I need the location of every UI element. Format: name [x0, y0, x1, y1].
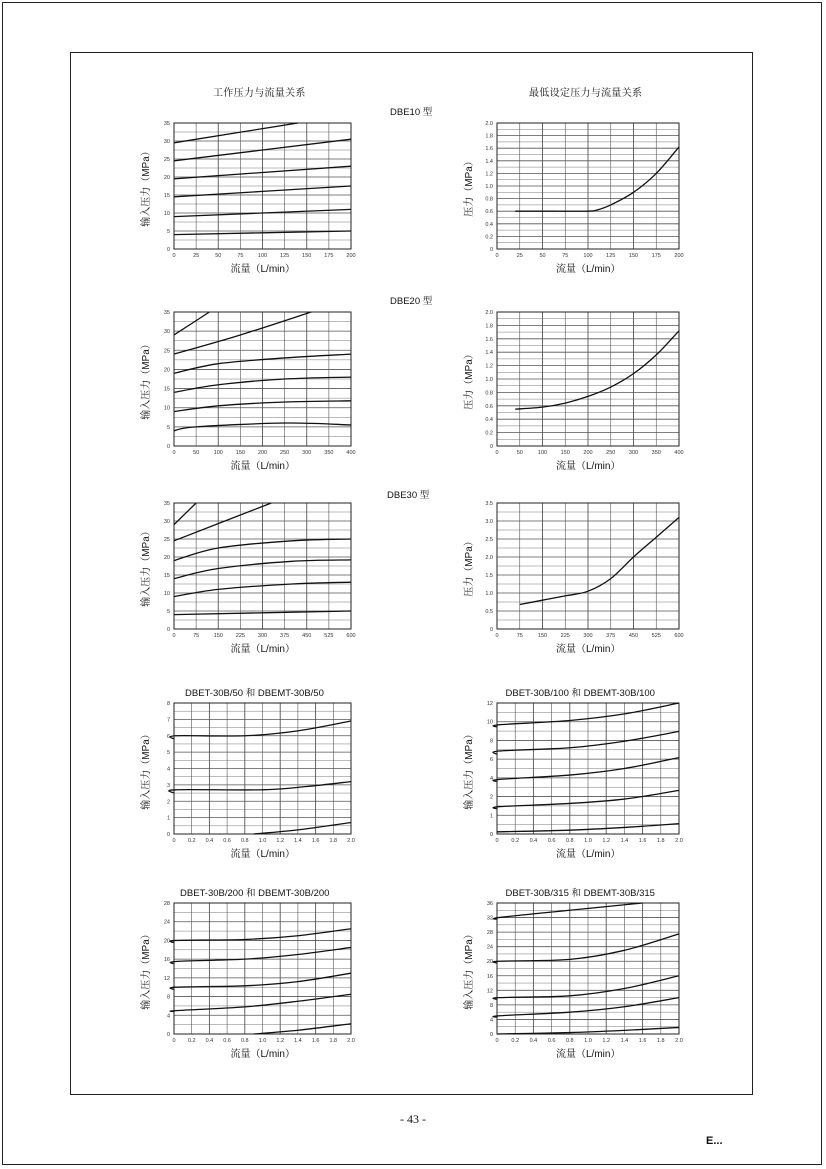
x-tick-label: 1.6: [311, 1038, 320, 1044]
series-line: [493, 934, 679, 963]
chart-title: DBET-30B/100 和 DBEMT-30B/100: [505, 688, 655, 699]
y-tick-label: 6: [489, 757, 493, 764]
x-tick-label: 75: [237, 253, 244, 259]
y-tick-label: 0: [489, 627, 493, 633]
y-tick-label: 25: [163, 537, 170, 543]
x-tick-label: 0: [172, 253, 176, 259]
x-tick-label: 0.6: [223, 1038, 231, 1044]
x-tick-label: 0.4: [205, 1038, 214, 1044]
series-line: [166, 782, 351, 793]
y-tick-label: 1.6: [485, 146, 493, 153]
x-tick-label: 600: [346, 633, 356, 639]
y-axis-label: 压力（MPa）: [463, 349, 475, 410]
x-tick-label: 150: [537, 633, 548, 639]
y-tick-label: 20: [163, 938, 170, 945]
y-axis-label: 输入压力（MPa）: [140, 526, 152, 607]
y-tick-label: 25: [163, 348, 170, 355]
y-tick-label: 0: [489, 444, 493, 450]
y-tick-label: 5: [166, 609, 170, 615]
x-tick-label: 125: [280, 253, 290, 259]
x-tick-label: 1.2: [276, 1038, 285, 1044]
x-axis-label: 流量（L/min）: [556, 644, 621, 655]
series-line: [170, 721, 351, 739]
y-tick-label: 8: [166, 994, 170, 1001]
y-axis-label: 输入压力（MPa）: [140, 146, 152, 227]
x-tick-label: 1.0: [258, 1038, 267, 1044]
x-tick-label: 75: [193, 633, 200, 639]
x-tick-label: 0.4: [529, 1038, 538, 1044]
x-tick-label: 1.4: [294, 1038, 302, 1044]
y-tick-label: 25: [163, 157, 170, 163]
chart-1-right: [485, 310, 684, 456]
series-line: [515, 147, 679, 211]
y-tick-label: 0.2: [485, 234, 493, 241]
y-tick-label: 35: [163, 310, 170, 316]
x-tick-label: 0: [495, 1038, 499, 1044]
y-tick-label: 20: [163, 367, 170, 374]
y-tick-label: 0: [166, 832, 170, 838]
x-tick-label: 150: [213, 633, 223, 639]
x-tick-label: 200: [346, 253, 356, 259]
x-axis-label: 流量（L/min）: [556, 461, 621, 472]
x-tick-label: 0.2: [511, 838, 520, 844]
x-tick-label: 0.2: [187, 838, 196, 844]
x-tick-label: 0.4: [205, 838, 214, 844]
chart-0-left: [163, 121, 356, 259]
x-tick-label: 0.8: [240, 1038, 249, 1044]
y-tick-label: 30: [163, 519, 170, 525]
x-tick-label: 25: [193, 253, 200, 259]
y-tick-label: 7: [166, 717, 170, 724]
y-axis-label: 输入压力（MPa）: [140, 339, 152, 420]
y-axis-label: 压力（MPa）: [463, 156, 475, 217]
y-tick-label: 1.0: [485, 591, 493, 597]
chart-2-right: [485, 501, 684, 639]
x-tick-label: 150: [628, 253, 639, 259]
x-tick-label: 0.2: [187, 1038, 196, 1044]
chart-title: DBET-30B/50 和 DBEMT-30B/50: [185, 688, 324, 699]
x-tick-label: 0: [172, 1038, 176, 1044]
series-line: [493, 998, 679, 1018]
y-tick-label: 1.4: [485, 158, 493, 165]
x-tick-label: 0: [172, 633, 176, 639]
x-tick-label: 200: [583, 450, 593, 456]
x-tick-label: 1.8: [656, 838, 665, 844]
y-tick-label: 6: [166, 733, 170, 740]
x-tick-label: 1.8: [329, 838, 338, 844]
x-tick-label: 525: [324, 633, 334, 639]
y-tick-label: 10: [163, 211, 170, 217]
x-tick-label: 1.4: [620, 1038, 629, 1044]
y-tick-label: 8: [166, 701, 170, 707]
y-tick-label: 24: [163, 919, 170, 926]
y-tick-label: 1.0: [485, 184, 493, 190]
x-axis-label: 流量（L/min）: [230, 849, 295, 860]
x-tick-label: 0: [495, 633, 499, 639]
y-tick-label: 12: [163, 975, 170, 982]
x-tick-label: 25: [516, 253, 523, 259]
x-tick-label: 525: [651, 633, 661, 639]
y-tick-label: 2: [489, 794, 493, 801]
y-tick-label: 1.8: [485, 323, 493, 330]
series-line: [493, 731, 679, 754]
y-tick-label: 2.0: [485, 121, 493, 127]
y-tick-label: 5: [166, 424, 170, 431]
series-line: [493, 976, 679, 1000]
y-tick-label: 28: [163, 901, 170, 907]
x-tick-label: 50: [193, 450, 200, 456]
x-tick-label: 0: [172, 838, 176, 844]
y-tick-label: 1.0: [485, 377, 493, 383]
x-tick-label: 1.0: [258, 838, 267, 844]
x-tick-label: 1.8: [656, 1038, 665, 1044]
x-tick-label: 0.4: [529, 838, 538, 844]
x-tick-label: 75: [516, 633, 523, 639]
y-tick-label: 0: [166, 1032, 170, 1038]
x-tick-label: 75: [562, 253, 569, 259]
y-tick-label: 32: [486, 915, 493, 922]
y-tick-label: 10: [163, 591, 170, 597]
y-tick-label: 12: [486, 988, 493, 995]
x-axis-label: 流量（L/min）: [230, 1049, 295, 1060]
chart-3-left: [166, 701, 355, 844]
y-tick-label: 0.4: [485, 417, 493, 424]
x-tick-label: 150: [302, 253, 312, 259]
y-tick-label: 1: [166, 815, 170, 822]
y-tick-label: 1.2: [485, 171, 493, 178]
right-column-title: 最低设定压力与流量关系: [529, 88, 643, 99]
x-tick-label: 400: [674, 450, 684, 456]
x-tick-label: 375: [606, 633, 616, 639]
x-tick-label: 1.4: [620, 838, 629, 844]
x-tick-label: 100: [537, 450, 548, 456]
y-tick-label: 20: [163, 175, 170, 181]
y-tick-label: 3.0: [485, 519, 493, 525]
x-axis-label: 流量（L/min）: [230, 264, 295, 275]
chart-title: DBET-30B/315 和 DBEMT-30B/315: [505, 888, 655, 899]
x-tick-label: 0.6: [547, 838, 556, 844]
x-tick-label: 1.6: [311, 838, 320, 844]
x-tick-label: 300: [302, 450, 312, 456]
y-tick-label: 35: [163, 501, 170, 507]
y-tick-label: 0: [166, 627, 170, 633]
y-tick-label: 16: [486, 973, 493, 980]
x-tick-label: 200: [257, 450, 268, 456]
x-tick-label: 400: [346, 450, 356, 456]
y-tick-label: 0.5: [485, 609, 493, 615]
y-tick-label: 1.2: [485, 363, 493, 370]
x-tick-label: 1.2: [276, 838, 285, 844]
y-tick-label: 35: [163, 121, 170, 127]
y-tick-label: 1.8: [485, 133, 493, 140]
series-line: [254, 1024, 351, 1034]
x-tick-label: 350: [324, 450, 334, 456]
x-tick-label: 2.0: [675, 1038, 683, 1044]
y-axis-label: 输入压力（MPa）: [463, 928, 475, 1010]
y-tick-label: 0.4: [485, 221, 493, 228]
y-tick-label: 1: [489, 813, 493, 820]
x-tick-label: 50: [516, 450, 523, 456]
x-tick-label: 125: [606, 253, 616, 259]
series-line: [515, 331, 679, 409]
x-tick-label: 1.2: [602, 1038, 611, 1044]
x-tick-label: 350: [651, 450, 661, 456]
y-tick-label: 8: [489, 738, 493, 745]
x-tick-label: 175: [324, 253, 334, 259]
y-tick-label: 8: [489, 1002, 493, 1009]
x-tick-label: 100: [257, 253, 268, 259]
y-tick-label: 24: [486, 944, 493, 951]
y-tick-label: 0.6: [485, 209, 493, 216]
x-tick-label: 300: [628, 450, 639, 456]
x-tick-label: 1.6: [638, 838, 647, 844]
y-tick-label: 3.5: [485, 501, 493, 507]
y-tick-label: 2.0: [485, 310, 493, 316]
y-tick-label: 0: [489, 1032, 493, 1038]
x-tick-label: 100: [583, 253, 593, 259]
series-line: [254, 823, 351, 834]
x-tick-label: 1.2: [602, 838, 611, 844]
x-tick-label: 250: [280, 450, 290, 456]
y-tick-label: 12: [486, 701, 493, 707]
y-tick-label: 4: [166, 1013, 170, 1020]
x-tick-label: 175: [651, 253, 661, 259]
y-tick-label: 20: [163, 555, 170, 561]
model-label-dbe30: DBE30 型: [387, 490, 430, 501]
x-tick-label: 600: [674, 633, 684, 639]
y-tick-label: 0: [166, 247, 170, 253]
y-tick-label: 0: [489, 247, 493, 253]
x-tick-label: 0.6: [223, 838, 231, 844]
y-tick-label: 0: [166, 444, 170, 450]
x-tick-label: 0.8: [565, 838, 574, 844]
model-label-dbe10: DBE10 型: [390, 107, 433, 118]
x-tick-label: 2.0: [347, 838, 355, 844]
x-tick-label: 300: [583, 633, 593, 639]
footer-mark: E...: [706, 1135, 723, 1147]
series-line: [174, 503, 271, 541]
y-tick-label: 1.6: [485, 336, 493, 343]
x-tick-label: 50: [539, 253, 546, 259]
y-tick-label: 10: [486, 719, 493, 726]
series-line: [174, 312, 311, 354]
x-tick-label: 0: [495, 450, 499, 456]
chart-4-left: [163, 901, 355, 1044]
y-tick-label: 0.8: [485, 390, 493, 397]
y-tick-label: 28: [486, 930, 493, 937]
chart-title: DBET-30B/200 和 DBEMT-30B/200: [180, 888, 330, 899]
y-tick-label: 0.2: [485, 430, 493, 437]
x-tick-label: 300: [257, 633, 268, 639]
x-tick-label: 225: [560, 633, 570, 639]
y-tick-label: 10: [163, 405, 170, 412]
y-tick-label: 2.5: [485, 537, 493, 543]
y-tick-label: 0: [489, 832, 493, 838]
chart-2-left: [163, 501, 356, 639]
x-axis-label: 流量（L/min）: [230, 461, 295, 472]
x-tick-label: 0: [495, 253, 499, 259]
page-number: - 43 -: [400, 1112, 426, 1126]
y-tick-label: 1.4: [485, 350, 493, 357]
x-tick-label: 100: [213, 450, 223, 456]
y-tick-label: 30: [163, 329, 170, 336]
x-tick-label: 1.0: [584, 838, 592, 844]
x-tick-label: 375: [280, 633, 290, 639]
x-tick-label: 1.0: [584, 1038, 592, 1044]
x-tick-label: 50: [215, 253, 222, 259]
x-tick-label: 0: [495, 838, 499, 844]
chart-3-right: [486, 701, 683, 844]
y-tick-label: 3: [166, 782, 170, 789]
y-tick-label: 2: [166, 799, 170, 806]
y-axis-label: 压力（MPa）: [463, 536, 475, 597]
y-tick-label: 2.0: [485, 555, 493, 561]
y-tick-label: 4: [489, 1017, 493, 1024]
x-tick-label: 2.0: [347, 1038, 355, 1044]
x-tick-label: 250: [606, 450, 616, 456]
y-tick-label: 20: [486, 959, 493, 966]
y-tick-label: 0.6: [485, 403, 493, 410]
x-tick-label: 225: [235, 633, 245, 639]
y-tick-label: 1.5: [485, 573, 493, 579]
x-axis-label: 流量（L/min）: [556, 849, 621, 860]
x-tick-label: 1.4: [294, 838, 302, 844]
x-tick-label: 0.6: [547, 1038, 556, 1044]
y-tick-label: 16: [163, 957, 170, 964]
x-tick-label: 0: [172, 450, 176, 456]
chart-1-left: [163, 310, 356, 456]
x-axis-label: 流量（L/min）: [556, 1049, 621, 1060]
y-tick-label: 15: [163, 386, 170, 393]
chart-4-right: [486, 901, 683, 1044]
x-tick-label: 150: [235, 450, 245, 456]
series-line: [174, 123, 298, 143]
y-tick-label: 15: [163, 193, 170, 199]
model-label-dbe20: DBE20 型: [390, 296, 433, 307]
x-tick-label: 0.2: [511, 1038, 520, 1044]
y-tick-label: 5: [166, 229, 170, 235]
x-tick-label: 0.8: [565, 1038, 574, 1044]
left-column-title: 工作压力与流量关系: [213, 88, 306, 99]
x-tick-label: 450: [302, 633, 312, 639]
chart-0-right: [485, 121, 684, 259]
y-tick-label: 36: [486, 901, 493, 907]
x-tick-label: 200: [674, 253, 684, 259]
series-line: [520, 517, 679, 604]
x-tick-label: 0.8: [240, 838, 249, 844]
x-tick-label: 2.0: [675, 838, 683, 844]
x-tick-label: 1.6: [638, 1038, 647, 1044]
y-axis-label: 输入压力（MPa）: [463, 728, 475, 810]
y-axis-label: 输入压力（MPa）: [140, 928, 152, 1010]
series-line: [493, 703, 679, 727]
y-tick-label: 30: [163, 139, 170, 145]
y-tick-label: 15: [163, 573, 170, 579]
x-tick-label: 450: [628, 633, 639, 639]
y-tick-label: 5: [166, 750, 170, 757]
x-axis-label: 流量（L/min）: [556, 264, 621, 275]
x-axis-label: 流量（L/min）: [230, 644, 295, 655]
x-tick-label: 1.8: [329, 1038, 338, 1044]
y-tick-label: 0.8: [485, 196, 493, 203]
y-tick-label: 4: [166, 766, 170, 773]
y-axis-label: 输入压力（MPa）: [140, 728, 152, 810]
x-tick-label: 150: [560, 450, 570, 456]
y-tick-label: 4: [489, 775, 493, 782]
